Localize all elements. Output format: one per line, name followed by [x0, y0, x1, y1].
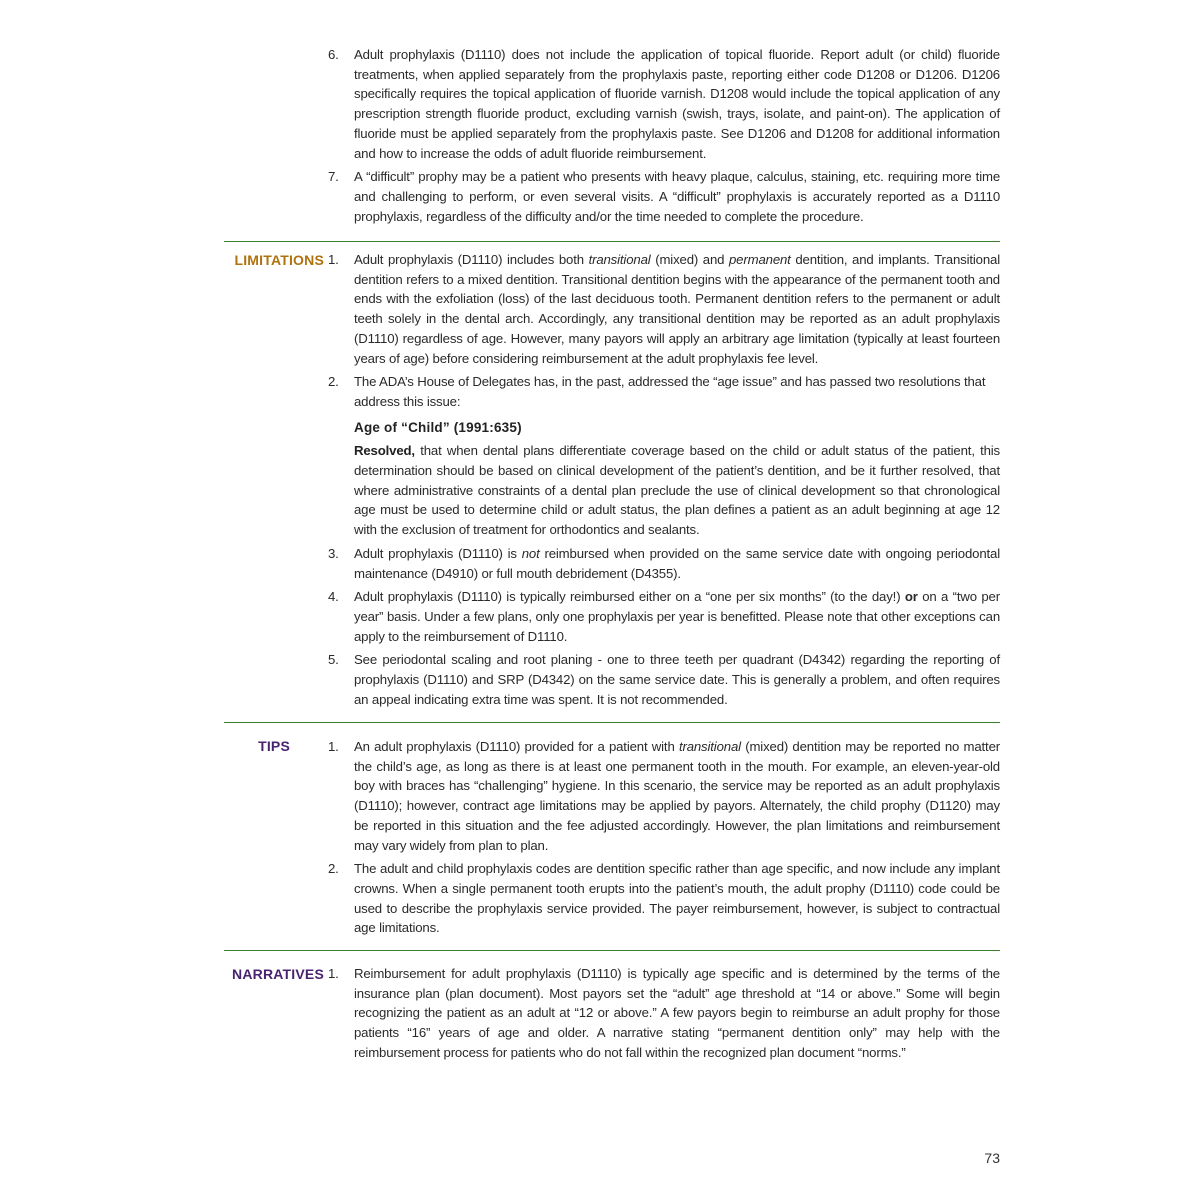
item-number: 1.	[328, 739, 339, 754]
list-item	[328, 737, 1000, 855]
limitations-label: LIMITATIONS	[234, 252, 324, 268]
continued-list	[328, 45, 1000, 230]
list-item	[328, 372, 1000, 540]
section-divider	[224, 722, 1000, 723]
list-item	[328, 167, 1000, 226]
item-number: 7.	[328, 169, 339, 185]
item-text-part: An adult prophylaxis (D1110) provided for a patient with	[354, 739, 679, 754]
item-number: 5.	[328, 652, 339, 668]
item-text-part: Adult prophylaxis (D1110) is typically reimbursed either on a “one per six months” (to the day!)	[354, 589, 905, 605]
item-number: 1.	[328, 966, 339, 981]
item-text-part: Adult prophylaxis (D1110) is	[354, 545, 522, 561]
item-text-emphasis: transitional	[678, 739, 741, 754]
item-text-part: dentition, and implants. Transitional dentition refers to a mixed dentition. Transitional dentition begins with the appearance of the permanent tooth and ends with the exfoliation (loss) of the last deciduous tooth. Permanent dentition refers to the permanent or adult teeth solely in the dental arch. Accordingly, any transitional dentition may be reported as an adult prophylaxis (D1110) regardless of age. However, many payors will apply an arbitrary age limitation (typically at least fourteen years of age) before considering reimbursement at the adult prophylaxis fee level.	[354, 252, 1000, 366]
list-item	[328, 587, 1000, 646]
page-number: 73	[984, 1150, 1000, 1166]
item-text-strong: or	[904, 589, 918, 605]
item-text-part: Adult prophylaxis (D1110) includes both	[354, 252, 589, 267]
resolution-heading: Age of “Child” (1991:635)	[354, 419, 522, 435]
section-divider	[224, 950, 1000, 951]
item-text-emphasis: permanent	[729, 252, 791, 267]
item-text: The ADA’s House of Delegates has, in the past, addressed the “age issue” and has passed two resolutions that address this issue:	[354, 374, 986, 409]
list-item	[328, 964, 1000, 1063]
item-text-part: on a “two per year” basis. Under a few plans, only one prophylaxis per year is benefitted. Please note that other exceptions can apply to the reimbursement of D1110.	[354, 589, 1000, 644]
item-number: 6.	[328, 47, 339, 62]
list-item	[328, 650, 1000, 709]
item-number: 3.	[328, 545, 339, 561]
tips-list	[328, 737, 1000, 942]
item-text-emphasis: transitional	[588, 252, 651, 267]
resolution-text	[354, 441, 1000, 540]
item-text: A “difficult” prophy may be a patient who presents with heavy plaque, calculus, staining, etc. requiring more time and challenging to perform, or even several visits. A “difficult” prophylaxis is accurately reported as a D1110 prophylaxis, regardless of the difficulty and/or the time needed to complete the procedure.	[354, 169, 1000, 224]
narratives-list	[328, 964, 1000, 1067]
section-divider	[224, 241, 1000, 242]
item-text: The adult and child prophylaxis codes are dentition specific rather than age specific, and now include any implant crowns. When a single permanent tooth erupts into the patient’s mouth, the adult prophy (D1110) code could be used to describe the prophylaxis service provided. The payer reimbursement, however, is subject to contractual age limitations.	[354, 861, 1000, 936]
narratives-label: NARRATIVES	[232, 966, 324, 982]
item-text: Reimbursement for adult prophylaxis (D1110) is typically age specific and is determined by the terms of the insurance plan (plan document). Most payors set the “adult” age threshold at “14 or above.” Some will begin recognizing the patient as an adult at “12 or above.” A few payors begin to reimburse an adult prophy for those patients “16” years of age and older. A narrative stating “permanent dentition only” may help with the reimbursement process for patients who do not fall within the recognized plan document “norms.”	[354, 966, 1000, 1060]
tips-label: TIPS	[258, 738, 290, 754]
list-item	[328, 45, 1000, 163]
list-item	[328, 859, 1000, 938]
item-text-part: (mixed) dentition may be reported no matter the child’s age, as long as there is at least one permanent tooth in the mouth. For example, an eleven-year-old boy with braces has “challenging” hygiene. In this scenario, the service may be reported as an adult prophylaxis (D1110); however, contract age limitations may be applied by payors. Alternately, the child prophy (D1120) may be reported in this situation and the fee adjusted accordingly. However, the plan limitations and reimbursement may vary widely from plan to plan.	[354, 739, 1000, 853]
resolved-label: Resolved,	[354, 443, 415, 459]
item-text-emphasis: not	[521, 545, 540, 561]
item-number: 2.	[328, 374, 339, 390]
list-item	[328, 544, 1000, 583]
item-number: 1.	[328, 252, 339, 267]
item-number: 2.	[328, 861, 339, 877]
resolved-body: that when dental plans differentiate coverage based on the child or adult status of the patient, this determination should be based on clinical development of the patient’s dentition, and be it further resolved, that where administrative constraints of a dental plan preclude the use of clinical development so that chronological age must be used to determine child or adult status, the plan defines a patient as an adult beginning at age 12 with the exclusion of treatment for orthodontics and sealants.	[354, 443, 1000, 538]
item-number: 4.	[328, 589, 339, 605]
item-text: See periodontal scaling and root planing - one to three teeth per quadrant (D4342) regarding the reporting of prophylaxis (D1110) and SRP (D4342) on the same service date. This is generally a problem, and often requires an appeal indicating extra time was spent. It is not recommended.	[354, 652, 1000, 707]
item-text: Adult prophylaxis (D1110) does not include the application of topical fluoride. Report adult (or child) fluoride treatments, when applied separately from the prophylaxis paste, reporting either code D1208 or D1206. D1206 specifically requires the topical application of fluoride varnish. D1208 would include the topical application of any prescription strength fluoride product, excluding varnish (swish, trays, isolate, and paint-on). The application of fluoride must be applied separately from the prophylaxis paste. See D1206 and D1208 for additional information and how to increase the odds of adult fluoride reimbursement.	[354, 47, 1000, 161]
item-text-part: (mixed) and	[650, 252, 729, 267]
limitations-list	[328, 250, 1000, 713]
item-text-part: reimbursed when provided on the same service date with ongoing periodontal maintenance (D4910) or full mouth debridement (D4355).	[354, 545, 1000, 581]
list-item	[328, 250, 1000, 368]
